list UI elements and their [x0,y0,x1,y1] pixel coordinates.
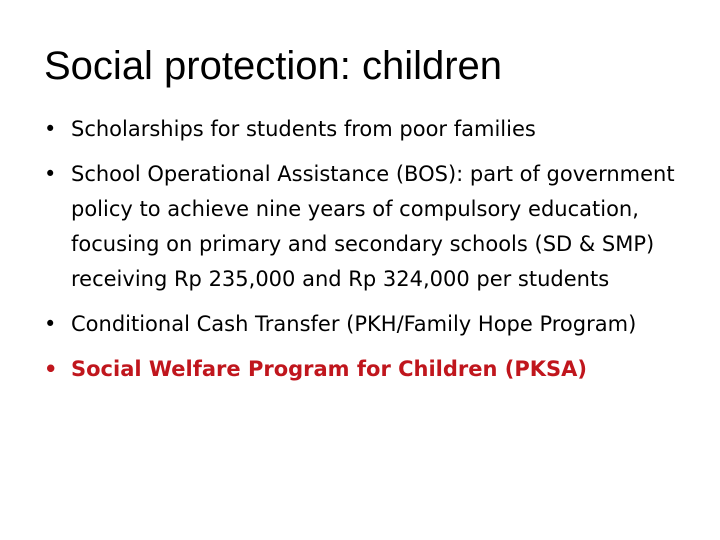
bullet-dot: • [44,117,57,141]
bullet-list [44,112,684,397]
bullet-text: School Operational Assistance (BOS): part of government policy to achieve nine years of compulsory education, focusing on primary and secondary schools (SD & SMP) receiving Rp 235,000 and Rp 324,000 per students [71,162,675,291]
bullet-text: Scholarships for students from poor families [71,117,536,141]
bullet-item-pksa [44,352,684,387]
bullet-text: Conditional Cash Transfer (PKH/Family Hope Program) [71,312,637,336]
bullet-text: Social Welfare Program for Children (PKSA) [71,357,587,381]
bullet-item-pkh [44,307,684,342]
bullet-dot: • [44,162,57,186]
bullet-item-scholarships [44,112,684,147]
bullet-item-bos [44,157,684,297]
bullet-dot: • [44,357,58,381]
slide-title: Social protection: children [44,44,503,88]
bullet-dot: • [44,312,57,336]
